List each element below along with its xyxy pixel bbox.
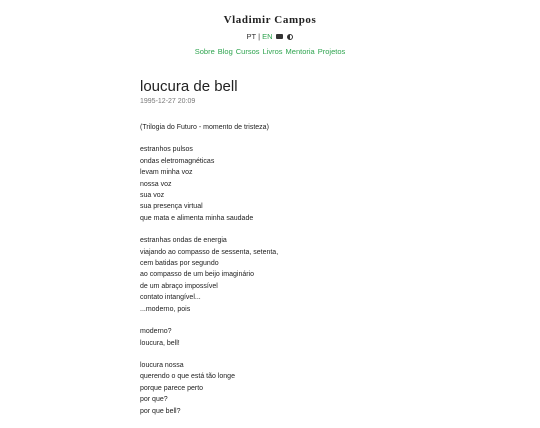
nav-livros[interactable]: Livros: [262, 47, 283, 56]
language-switcher: [0, 32, 540, 41]
poem-line: nossa voz: [140, 180, 172, 188]
poem-line: querendo o que está tão longe: [140, 373, 235, 381]
lang-pt-link[interactable]: PT: [246, 32, 257, 41]
poem-line: ...moderno, pois: [140, 305, 191, 313]
poem-stanza: [140, 360, 440, 417]
post-body: [140, 122, 440, 417]
poem-line: loucura nossa: [140, 361, 184, 369]
poem-line: viajando ao compasso de sessenta, setenta,: [140, 248, 279, 256]
site-header: [0, 0, 540, 56]
poem-line: (Trilogia do Futuro - momento de tristeza): [140, 124, 269, 131]
tv-icon[interactable]: [276, 34, 283, 39]
post-article: [140, 78, 440, 428]
nav-sobre[interactable]: Sobre: [194, 47, 215, 56]
lang-en-link[interactable]: EN: [262, 32, 273, 41]
poem-line: estranhas ondas de energia: [140, 237, 227, 245]
poem-stanza: [140, 326, 440, 349]
nav-blog[interactable]: Blog: [217, 47, 233, 56]
site-title[interactable]: Vladimir Campos: [223, 14, 317, 26]
poem-line: de um abraço impossível: [140, 282, 218, 290]
poem-line: contato intangível...: [140, 294, 201, 302]
post-date: 1995-12-27 20:09: [140, 98, 196, 105]
poem-line: estranhos pulsos: [140, 146, 193, 154]
poem-line: porque parece perto: [140, 384, 204, 392]
poem-stanza: [140, 235, 440, 315]
poem-line: sua voz: [140, 192, 165, 200]
poem-line: sua presença virtual: [140, 203, 203, 211]
nav-mentoria[interactable]: Mentoria: [285, 47, 315, 56]
poem-stanza: [140, 122, 440, 133]
poem-line: que mata e alimenta minha saudade: [140, 214, 254, 222]
poem-line: cem batidas por segundo: [140, 260, 219, 268]
contrast-toggle-icon[interactable]: [287, 34, 293, 40]
nav-cursos[interactable]: Cursos: [235, 47, 260, 56]
poem-line: por que?: [140, 396, 168, 404]
poem-line: moderno?: [140, 328, 172, 336]
poem-line: loucura, bell!: [140, 339, 180, 347]
poem-line: ao compasso de um beijo imaginário: [140, 271, 255, 279]
post-title: loucura de bell: [140, 78, 238, 95]
poem-line: por que bell?: [140, 407, 181, 415]
poem-stanza: [140, 144, 440, 224]
lang-separator: |: [258, 32, 261, 41]
main-nav: [0, 47, 540, 56]
poem-line: levam minha voz: [140, 169, 193, 177]
nav-projetos[interactable]: Projetos: [317, 47, 346, 56]
poem-line: ondas eletromagnéticas: [140, 157, 215, 165]
